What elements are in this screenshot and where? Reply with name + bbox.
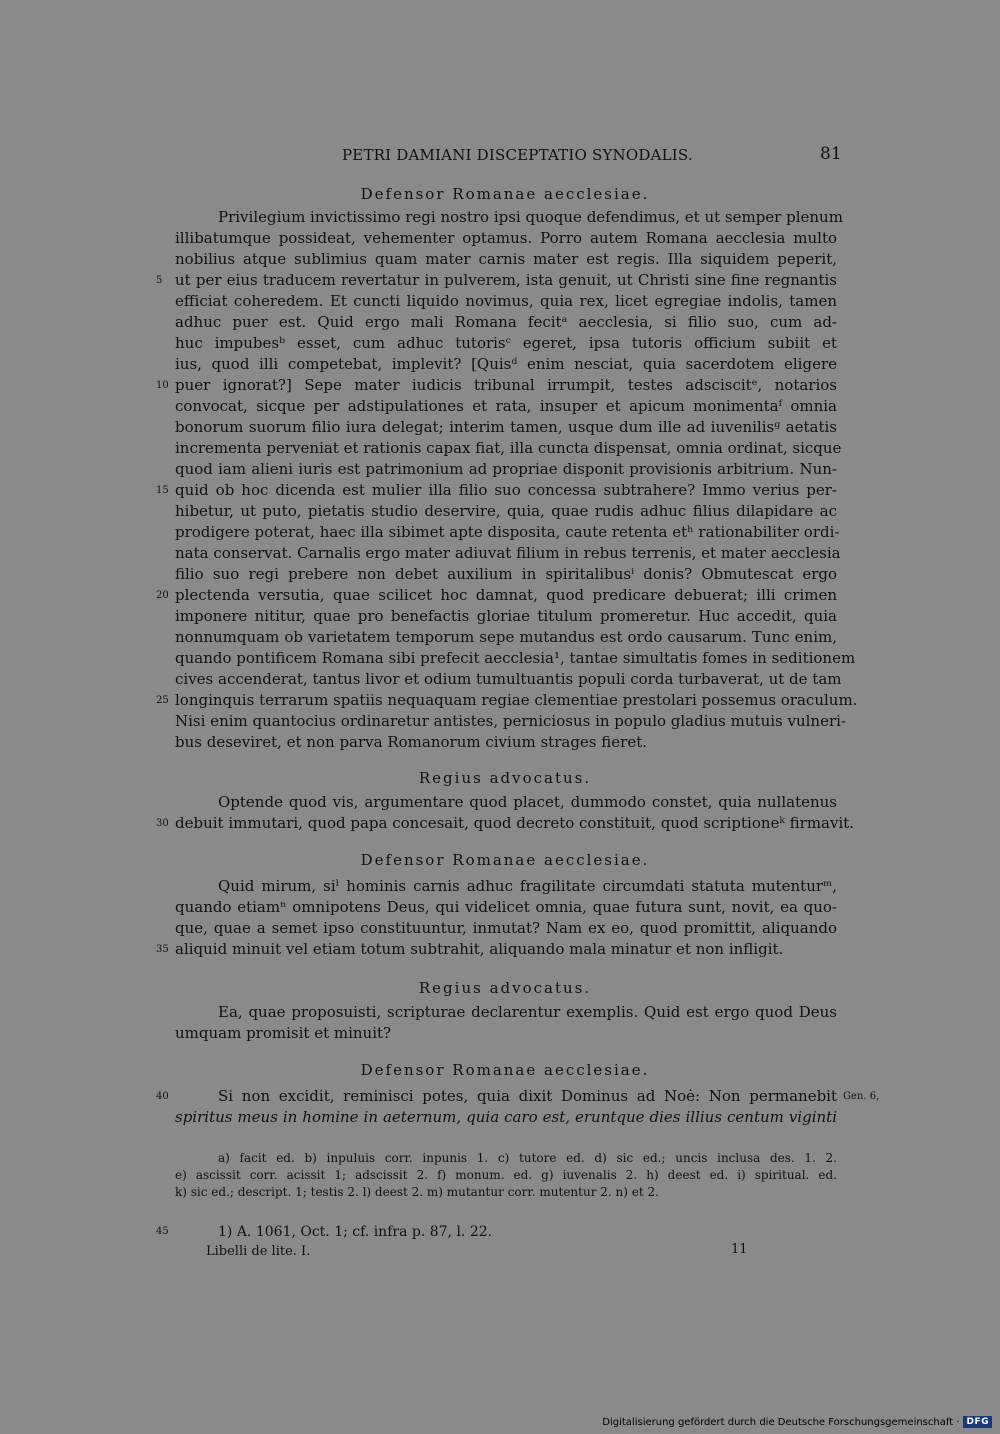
footnote-line: e) ascissit corr. acissit 1; adscissit 2. f) monum. ed. g) iuvenalis 2. h) deest ed. i) spiritual. ed. (175, 1168, 837, 1182)
text-line: bonorum suorum filio iura delegat; interim tamen, usque dum ille ad iuvenilisᵍ aetatis (175, 418, 837, 436)
margin-note: Gen. 6, (843, 1091, 880, 1102)
text-line: Si non excidit, reminisci potes, quia dixit Dominus ad Noė: Non permanebit (218, 1087, 837, 1105)
line-number: 20 (156, 590, 169, 601)
reference-note: 1) A. 1061, Oct. 1; cf. infra p. 87, l. 22. (218, 1224, 493, 1240)
section-heading: Defensor Romanae aecclesiae. (360, 185, 650, 203)
text-line: bus deseviret, et non parva Romanorum civium strages fieret. (175, 733, 647, 751)
line-number: 10 (156, 380, 169, 391)
line-number: 45 (156, 1226, 169, 1237)
text-line: hibetur, ut puto, pietatis studio deservire, quia, quae rudis adhuc filius dilapidare ac (175, 502, 837, 520)
text-line: nobilius atque sublimius quam mater carnis mater est regis. Illa siquidem peperit, (175, 250, 837, 268)
dfg-banner-text: Digitalisierung gefördert durch die Deutsche Forschungsgemeinschaft · (602, 1416, 960, 1428)
text-line: Ea, quae proposuisti, scripturae declarentur exemplis. Quid est ergo quod Deus (218, 1003, 837, 1021)
text-line: prodigere poterat, haec illa sibimet apte disposita, caute retenta etʰ rationabiliter ordi- (175, 523, 840, 541)
text-line: ut per eius traducem revertatur in pulverem, ista genuit, ut Christi sine fine regnantis (175, 271, 837, 289)
text-line: longinquis terrarum spatiis nequaquam regiae clementiae prestolari possemus oraculum. (175, 691, 858, 709)
footer-signature: 11 (731, 1242, 748, 1257)
text-line: quando etiamⁿ omnipotens Deus, qui videlicet omnia, quae futura sunt, novit, ea quo- (175, 898, 837, 916)
footer-series: Libelli de lite. I. (206, 1244, 311, 1259)
text-line: Nisi enim quantocius ordinaretur antistes, perniciosus in populo gladius mutuis vulneri- (175, 712, 846, 730)
text-line: nonnumquam ob varietatem temporum sepe mutandus est ordo causarum. Tunc enim, (175, 628, 837, 646)
text-line: aliquid minuit vel etiam totum subtrahit, aliquando mala minatur et non infligit. (175, 940, 784, 958)
text-line: quod iam alieni iuris est patrimonium ad propriae disponit provisionis arbitrium. Nun- (175, 460, 837, 478)
text-line: que, quae a semet ipso constituuntur, inmutat? Nam ex eo, quod promittit, aliquando (175, 919, 837, 937)
text-line: cives accenderat, tantus livor et odium tumultuantis populi corda turbaverat, ut de tam (175, 670, 842, 688)
dfg-banner (602, 1416, 992, 1428)
text-line: debuit immutari, quod papa concesait, quod decreto constituit, quod scriptioneᵏ firmavit. (175, 814, 855, 832)
text-line: huc impubesᵇ esset, cum adhuc tutorisᶜ egeret, ipsa tutoris officium subiit et (175, 334, 837, 352)
text-line: adhuc puer est. Quid ergo mali Romana fecitᵃ aecclesia, si filio suo, cum ad- (175, 313, 837, 331)
text-line: quando pontificem Romana sibi prefecit aecclesia¹, tantae simultatis fomes in seditionem (175, 649, 856, 667)
section-heading: Defensor Romanae aecclesiae. (360, 1061, 650, 1079)
section-heading: Regius advocatus. (418, 769, 592, 787)
line-number: 5 (156, 275, 163, 286)
text-line: puer ignorat?] Sepe mater iudicis tribunal irrumpit, testes adsciscitᵉ, notarios (175, 376, 837, 394)
text-line: plectenda versutia, quae scilicet hoc damnat, quod predicare debuerat; illi crimen (175, 586, 837, 604)
footnote-line: a) facit ed. b) inpuluis corr. inpunis 1. c) tutore ed. d) sic ed.; uncis inclusa des. 1. 2. (218, 1151, 837, 1165)
line-number: 40 (156, 1091, 169, 1102)
line-number: 15 (156, 485, 169, 496)
text-line: spiritus meus in homine in aeternum, quia caro est, eruntque dies illius centum viginti (175, 1108, 837, 1126)
line-number: 25 (156, 695, 169, 706)
text-line: Optende quod vis, argumentare quod placet, dummodo constet, quia nullatenus (218, 793, 837, 811)
section-heading: Defensor Romanae aecclesiae. (360, 851, 650, 869)
text-line: ius, quod illi competebat, implevit? [Quisᵈ enim nesciat, quia sacerdotem eligere (175, 355, 837, 373)
text-line: Quid mirum, siˡ hominis carnis adhuc fragilitate circumdati statuta mutenturᵐ, (218, 877, 837, 895)
line-number: 35 (156, 944, 169, 955)
line-number: 30 (156, 818, 169, 829)
text-line: illibatumque possideat, vehementer optamus. Porro autem Romana aecclesia multo (175, 229, 837, 247)
text-line: Privilegium invictissimo regi nostro ipsi quoque defendimus, et ut semper plenum (218, 208, 843, 226)
text-line: filio suo regi prebere non debet auxilium in spiritalibusⁱ donis? Obmutescat ergo (175, 565, 837, 583)
text-line: efficiat coheredem. Et cuncti liquido novimus, quia rex, licet egregiae indolis, tamen (175, 292, 837, 310)
text-line: convocat, sicque per adstipulationes et rata, insuper et apicum monimentaᶠ omnia (175, 397, 837, 415)
text-line: incrementa perveniat et rationis capax fiat, illa cuncta dispensat, omnia ordinat, sicque (175, 439, 842, 457)
text-line: quid ob hoc dicenda est mulier illa filio suo concessa subtrahere? Immo verius per- (175, 481, 837, 499)
text-line: nata conservat. Carnalis ergo mater adiuvat filium in rebus terrenis, et mater aecclesia (175, 544, 841, 562)
page-number: 81 (820, 144, 842, 164)
section-heading: Regius advocatus. (418, 979, 592, 997)
dfg-logo-icon: DFG (963, 1416, 992, 1428)
running-title: PETRI DAMIANI DISCEPTATIO SYNODALIS. (342, 146, 693, 164)
text-line: imponere nititur, quae pro benefactis gloriae titulum promeretur. Huc accedit, quia (175, 607, 837, 625)
text-line: umquam promisit et minuit? (175, 1024, 392, 1042)
footnote-line: k) sic ed.; descript. 1; testis 2. l) deest 2. m) mutantur corr. mutentur 2. n) et 2. (175, 1185, 659, 1199)
